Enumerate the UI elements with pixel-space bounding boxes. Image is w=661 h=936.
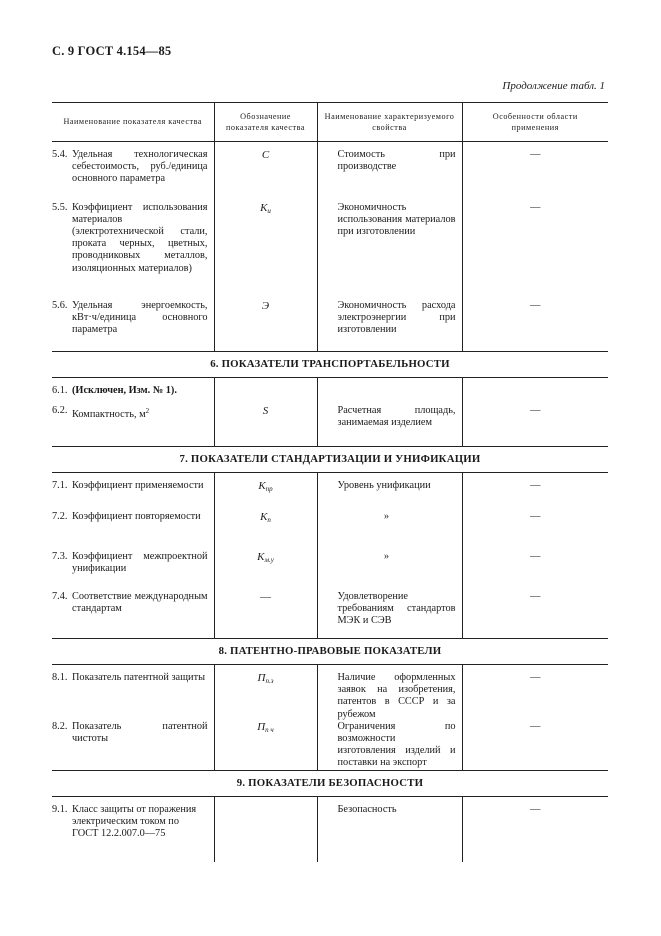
property-text: »	[317, 511, 462, 551]
unit-exponent: 2	[145, 406, 150, 415]
indicator-name: Коэффициент использования материалов (электротехнической стали, проката черных, цветных, проводниковых металлов, изоляционных материалов)	[72, 201, 208, 274]
indicator-symbol-subscript: п	[267, 515, 271, 524]
row-number: 6.2.	[52, 404, 68, 416]
feature-text: —	[462, 665, 608, 721]
property-text: Расчетная площадь, занимаемая изделием	[317, 405, 462, 447]
property-text: Экономичность использования материалов при изготовлении	[317, 202, 462, 300]
row-number: 7.1.	[52, 480, 68, 491]
row-number: 8.2.	[52, 720, 68, 732]
feature-text: —	[462, 473, 608, 511]
table-row	[52, 551, 608, 591]
row-number: 9.1.	[52, 803, 68, 815]
property-text: Удовлетворение требованиям стандартов МЭК и СЭВ	[317, 591, 462, 639]
indicator-symbol: S	[262, 404, 269, 417]
table-row	[52, 591, 608, 639]
indicator-symbol: П	[257, 672, 266, 684]
indicator-symbol: —	[260, 590, 271, 603]
indicator-symbol-subscript: п ч	[265, 725, 274, 734]
column-header-symbol: Обозначение показателя качества	[214, 103, 317, 142]
section-heading: 8. ПАТЕНТНО-ПРАВОВЫЕ ПОКАЗАТЕЛИ	[52, 639, 608, 665]
indicator-name: Удельная технологическая себестоимость, руб./единица основного параметра	[72, 149, 208, 185]
feature-text: —	[462, 721, 608, 770]
feature-text: —	[462, 511, 608, 551]
indicator-name: (Исключен, Изм. № 1).	[72, 385, 177, 396]
row-number: 5.6.	[52, 299, 68, 311]
indicator-symbol: K	[260, 510, 268, 523]
indicator-name: Класс защиты от поражения электрическим током по ГОСТ 12.2.007.0—75	[72, 803, 197, 840]
indicator-symbol-subscript: м.у	[264, 555, 274, 564]
table-row	[52, 473, 608, 511]
indicator-symbol: K	[257, 550, 265, 563]
page-header: С. 9 ГОСТ 4.154—85	[52, 44, 172, 58]
section-heading: 9. ПОКАЗАТЕЛИ БЕЗОПАСНОСТИ	[52, 770, 608, 796]
indicator-name: Показатель патентной чистоты	[72, 720, 208, 745]
property-text: Безопасность	[317, 796, 462, 862]
indicator-name: Коэффициент межпроектной унификации	[72, 550, 208, 574]
quality-indicators-table	[52, 102, 608, 862]
indicator-symbol: Э	[261, 299, 270, 312]
indicator-symbol: П	[257, 720, 266, 733]
feature-text: —	[462, 405, 608, 447]
feature-text: —	[462, 551, 608, 591]
row-number: 5.4.	[52, 149, 68, 160]
table-row	[52, 142, 608, 202]
indicator-symbol: K	[260, 201, 268, 214]
feature-text: —	[462, 300, 608, 352]
property-text: Уровень унификации	[317, 473, 462, 511]
indicator-symbol-subscript: и	[267, 206, 271, 215]
section-heading-row	[52, 639, 608, 665]
section-heading: 7. ПОКАЗАТЕЛИ СТАНДАРТИЗАЦИИ И УНИФИКАЦИИ	[52, 447, 608, 473]
indicator-symbol: C	[261, 149, 270, 161]
indicator-name: Коэффициент применяемости	[72, 480, 204, 491]
table-row	[52, 665, 608, 721]
indicator-name: Коэффициент повторяемости	[72, 510, 201, 522]
row-number: 7.2.	[52, 510, 68, 522]
indicator-symbol-subscript: п.з	[265, 677, 274, 685]
feature-text: —	[462, 202, 608, 300]
table-continuation-label: Продолжение табл. 1	[502, 80, 605, 92]
table-row	[52, 511, 608, 551]
row-number: 5.5.	[52, 201, 68, 213]
indicator-name: Компактность, м	[72, 408, 146, 420]
property-text: Экономичность расхода электроэнергии при изготовлении	[317, 300, 462, 352]
feature-text: —	[462, 591, 608, 639]
row-number: 8.1.	[52, 672, 68, 683]
indicator-name: Соответствие международным стандартам	[72, 590, 208, 614]
feature-text: —	[462, 796, 608, 862]
property-text: Наличие оформленных заявок на изобретения, патентов в СССР и за рубежом	[317, 665, 462, 721]
table-row	[52, 300, 608, 352]
feature-text: —	[462, 142, 608, 202]
indicator-symbol: K	[258, 480, 266, 492]
table-row	[52, 721, 608, 770]
section-heading: 6. ПОКАЗАТЕЛИ ТРАНСПОРТАБЕЛЬНОСТИ	[52, 352, 608, 378]
table-row	[52, 405, 608, 447]
row-number: 7.4.	[52, 590, 68, 602]
table-row	[52, 378, 608, 405]
row-number: 7.3.	[52, 550, 68, 562]
indicator-symbol-subscript: пр	[265, 485, 273, 493]
table-row	[52, 202, 608, 300]
property-text: Ограничения по возможности изготовления изделий и поставки на экспорт	[317, 721, 462, 770]
property-text: »	[317, 551, 462, 591]
table-header-row	[52, 103, 608, 142]
section-heading-row	[52, 770, 608, 796]
section-heading-row	[52, 352, 608, 378]
column-header-property: Наименование характеризуемого свойства	[317, 103, 462, 142]
property-text: Стоимость при производстве	[317, 142, 462, 202]
indicator-name: Показатель патентной защиты	[72, 672, 205, 683]
column-header-feature: Особенности области применения	[462, 103, 608, 142]
row-number: 6.1.	[52, 385, 68, 396]
table-row	[52, 796, 608, 862]
indicator-name: Удельная энергоемкость, кВт·ч/единица основного параметра	[72, 299, 208, 335]
section-heading-row	[52, 447, 608, 473]
column-header-name: Наименование показателя качества	[52, 103, 214, 142]
